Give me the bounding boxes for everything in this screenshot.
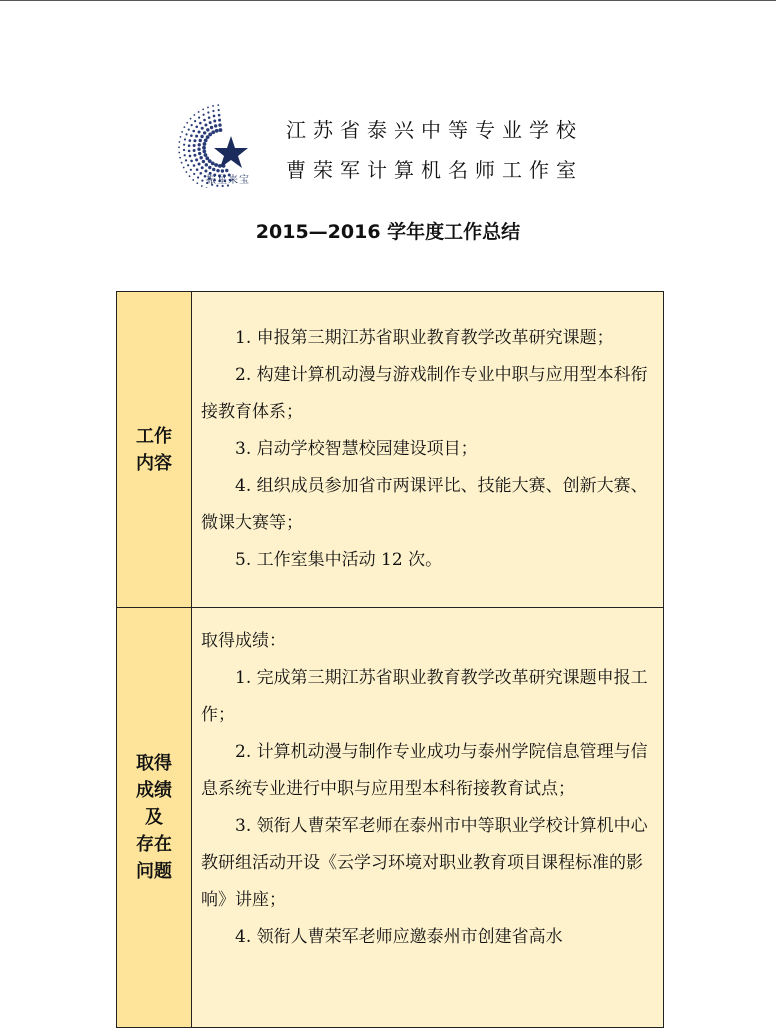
logo-dot	[193, 164, 196, 167]
table-row-work-content	[117, 292, 664, 608]
label-line: 成绩	[136, 780, 172, 801]
logo-dot	[218, 114, 221, 117]
list-item: 5. 工作室集中活动 12 次。	[235, 550, 443, 570]
logo-dot	[201, 127, 204, 130]
logo-dot	[204, 124, 207, 127]
logo-dot	[214, 124, 217, 127]
logo-dot	[198, 163, 201, 166]
logo-dot	[214, 163, 218, 167]
logo-dot	[210, 126, 213, 129]
top-rule	[0, 0, 776, 1]
logo-dot	[196, 182, 198, 184]
logo-dot	[197, 176, 199, 178]
logo-dot	[217, 104, 219, 106]
logo-dot	[188, 144, 191, 147]
label-line: 问题	[136, 861, 172, 882]
logo-dot	[193, 139, 196, 142]
logo-dot	[213, 115, 216, 118]
logo-dot	[183, 167, 185, 169]
list-item: 4. 组织成员参加省市两课评比、技能大赛、创新大赛、微课大赛等；	[201, 476, 648, 533]
logo-dot	[193, 114, 195, 116]
logo-dot	[194, 120, 196, 122]
row-label-work-content	[117, 292, 192, 608]
logo-dot	[215, 129, 219, 133]
logo-dot	[190, 134, 193, 137]
list-item: 3. 启动学校智慧校园建设项目；	[235, 439, 478, 459]
logo-dot	[208, 166, 211, 169]
star-icon	[214, 136, 248, 168]
row-label-achievements	[117, 608, 192, 1028]
logo-dot	[212, 110, 214, 112]
achievements-cell	[192, 608, 664, 1028]
logo-dot	[208, 116, 211, 119]
logo-dot	[193, 154, 196, 157]
logo-dot	[202, 146, 206, 150]
logo-dot	[198, 152, 201, 155]
logo-dot	[193, 144, 196, 147]
logo-dot	[202, 150, 206, 154]
logo-dot	[185, 171, 187, 173]
logo-dot	[204, 138, 208, 142]
logo-dot	[195, 158, 198, 161]
logo-dot	[185, 159, 187, 161]
logo-dot	[218, 109, 220, 111]
logo-dot	[207, 111, 209, 113]
logo-dot	[204, 153, 208, 157]
logo-dot	[205, 163, 208, 166]
logo-dot	[188, 150, 191, 153]
logo-dot	[180, 136, 182, 138]
logo-dot	[198, 130, 201, 133]
logo-dot	[199, 172, 202, 175]
logo-dot	[187, 164, 189, 166]
school-name: 江苏省泰兴中等专业学校	[286, 118, 583, 142]
logo-dot	[201, 185, 203, 187]
logo-dot	[208, 159, 212, 163]
label-line: 取得	[136, 753, 172, 774]
label-line: 内容	[136, 452, 172, 474]
logo-dot	[198, 143, 201, 146]
logo-dot	[190, 118, 192, 120]
logo-dot	[201, 166, 204, 169]
logo-dot	[206, 135, 210, 139]
logo-dot	[188, 128, 190, 130]
label-line: 及	[145, 807, 163, 828]
section-intro: 取得成绩：	[201, 631, 286, 651]
logo-dot	[178, 152, 180, 154]
logo-dot	[203, 131, 206, 134]
studio-name: 曹荣军计算机名师工作室	[286, 158, 583, 182]
logo-dot	[202, 108, 204, 110]
work-content-cell	[192, 292, 664, 608]
logo-dot	[201, 179, 203, 181]
logo-dot	[179, 157, 181, 159]
logo-dot	[183, 149, 185, 151]
document-title: 2015—2016 学年度工作总结	[255, 221, 521, 243]
logo-dot	[199, 139, 202, 142]
logo-dot	[212, 105, 214, 107]
list-item: 4. 领衔人曹荣军老师应邀泰州市创建省高水	[235, 927, 563, 947]
logo-dot	[193, 173, 195, 175]
logo-dot	[184, 154, 186, 156]
logo-dot	[189, 175, 191, 177]
logo-dot	[181, 131, 183, 133]
logo-dot	[198, 117, 200, 119]
logo-dot	[190, 169, 192, 171]
logo-dot	[197, 148, 200, 151]
logo-dot	[202, 160, 205, 163]
logo-dot	[189, 155, 192, 158]
list-item: 2. 构建计算机动漫与游戏制作专业中职与应用型本科衔接教育体系；	[201, 365, 648, 422]
logo-dot	[219, 128, 223, 132]
logo-dot	[203, 142, 207, 146]
logo-dot	[181, 162, 183, 164]
label-line: 存在	[136, 834, 172, 855]
logo-dot	[183, 126, 185, 128]
logo-dot	[195, 125, 198, 128]
logo-dot	[190, 160, 193, 163]
logo-dot	[193, 149, 196, 152]
list-item: 3. 领衔人曹荣军老师在泰州市中等职业学校计算机中心教研组活动开设《云学习环境对职业教育项目课程标准的影响》讲座；	[201, 816, 648, 910]
logo-dot	[199, 122, 202, 125]
label-line: 工作	[136, 425, 172, 447]
logo-dot	[207, 106, 209, 108]
summary-table	[116, 291, 664, 1028]
logo-dot	[211, 162, 215, 166]
logo-dot	[200, 135, 203, 138]
logo-dot	[213, 119, 216, 122]
logo-dot	[185, 133, 187, 135]
logo-dot	[218, 123, 221, 126]
logo-dot	[206, 128, 209, 131]
logo-dot	[192, 179, 194, 181]
logo-dot	[211, 130, 215, 134]
list-item: 2. 计算机动漫与制作专业成功与泰州学院信息管理与信息系统专业进行中职与应用型本科衔接教育试点；	[201, 742, 648, 799]
logo-dot	[178, 146, 180, 148]
logo-dot	[209, 121, 212, 124]
logo-dot	[191, 124, 193, 126]
logo-dot	[183, 144, 185, 146]
list-item: 1. 申报第三期江苏省职业教育教学改革研究课题；	[235, 328, 614, 348]
logo-dot	[189, 139, 192, 142]
logo-dot	[198, 111, 200, 113]
logo-dot	[218, 119, 221, 122]
logo-dot	[179, 141, 181, 143]
logo-dot	[203, 119, 206, 122]
list-item: 1. 完成第三期江苏省职业教育教学改革研究课题申报工作；	[201, 668, 648, 725]
logo-dot	[186, 122, 188, 124]
logo-dot	[202, 114, 204, 116]
logo-caption: 振星来宝	[206, 175, 250, 186]
logo-dot	[195, 135, 198, 138]
logo-dot	[196, 168, 199, 171]
logo-dot	[199, 156, 202, 159]
logo-dot	[192, 130, 195, 133]
logo-dot	[184, 138, 186, 140]
table-row-achievements	[117, 608, 664, 1028]
logo-dot	[206, 187, 208, 188]
